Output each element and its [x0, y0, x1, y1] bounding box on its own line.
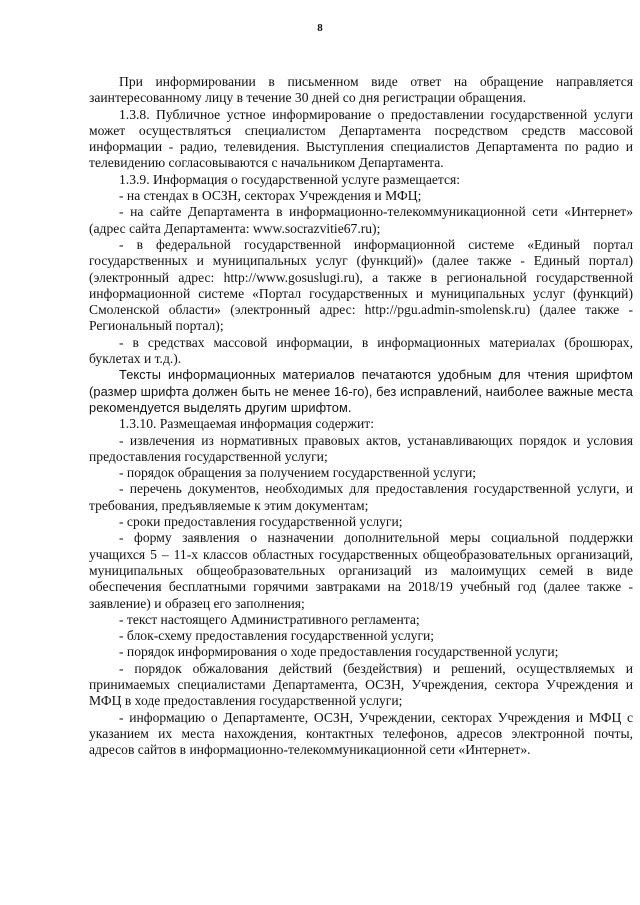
paragraph-1-3-8: 1.3.8. Публичное устное информирование о предоставлении государственной услуги может осуществляться специалистом Департамента посредством средств массовой информации - радио, телевидения. Выступления специалистов Департамента по радио и телевидению согласовываются с начальником Департамента.	[89, 106, 633, 171]
paragraph-1-3-10: 1.3.10. Размещаемая информация содержит:	[119, 416, 374, 432]
list-item-deadlines: - сроки предоставления государственной услуги;	[119, 514, 403, 530]
list-item-department-site: - на сайте Департамента в информационно-телекоммуникационной сети «Интернет» (адрес сайта Департамента: www.socrazvitie67.ru);	[89, 204, 633, 236]
list-item-portals: - в федеральной государственной информационной системе «Единый портал государственных и муниципальных услуг (функций)» (далее также - Единый портал) (электронный адрес: http://www.gosuslugi.ru), а также в региональной государственной информационной системе «Портал государственных и муниципальных услуг (функций) Смоленской области» (электронный адрес: http://pgu.admin-smolensk.ru) (далее также - Региональный портал);	[89, 236, 633, 334]
list-item-documents-list: - перечень документов, необходимых для предоставления государственной услуги, и требования, предъявляемые к этим документам;	[89, 481, 633, 513]
paragraph-1-3-9: 1.3.9. Информация о государственной услуге размещается:	[119, 171, 461, 187]
body-text	[89, 74, 633, 758]
paragraph-font-requirements: Тексты информационных материалов печатаются удобным для чтения шрифтом (размер шрифта должен быть не менее 16-го), без исправлений, наиболее важные места рекомендуется выделять другим шрифтом.	[89, 367, 633, 415]
paragraph-written-reply: При информировании в письменном виде ответ на обращение направляется заинтересованному лицу в течение 30 дней со дня регистрации обращения.	[89, 74, 633, 106]
list-item-mass-media: - в средствах массовой информации, в информационных материалах (брошюрах, буклетах и т.д.).	[89, 334, 633, 367]
list-item-progress-info: - порядок информирования о ходе предоставления государственной услуги;	[119, 644, 559, 660]
list-item-application-procedure: - порядок обращения за получением государственной услуги;	[119, 465, 477, 481]
list-item-flowchart: - блок-схему предоставления государственной услуги;	[119, 628, 435, 644]
list-item-application-form: - форму заявления о назначении дополнительной меры социальной поддержки учащихся 5 – 11-х классов областных государственных общеобразовательных организаций, муниципальных общеобразовательных организаций из малоимущих семей в виде обеспечения бесплатными горячими завтраками на 2018/19 учебный год (далее также - заявление) и образец его заполнения;	[89, 530, 633, 611]
page-number: 8	[317, 22, 323, 34]
list-item-appeal-procedure: - порядок обжалования действий (бездействия) и решений, осуществляемых и принимаемых специалистами Департамента, ОСЗН, Учреждения, сектора Учреждения и МФЦ в ходе предоставления государственной услуги;	[89, 660, 633, 709]
list-item-stands: - на стендах в ОСЗН, секторах Учреждения и МФЦ;	[119, 188, 422, 204]
list-item-legal-extracts: - извлечения из нормативных правовых актов, устанавливающих порядок и условия предоставления государственной услуги;	[89, 432, 633, 464]
list-item-contacts: - информацию о Департаменте, ОСЗН, Учреждении, секторах Учреждения и МФЦ с указанием их места нахождения, контактных телефонов, адресов электронной почты, адресов сайтов в информационно-телекоммуникационной сети «Интернет».	[89, 709, 633, 758]
list-item-regulation-text: - текст настоящего Административного регламента;	[119, 611, 420, 627]
